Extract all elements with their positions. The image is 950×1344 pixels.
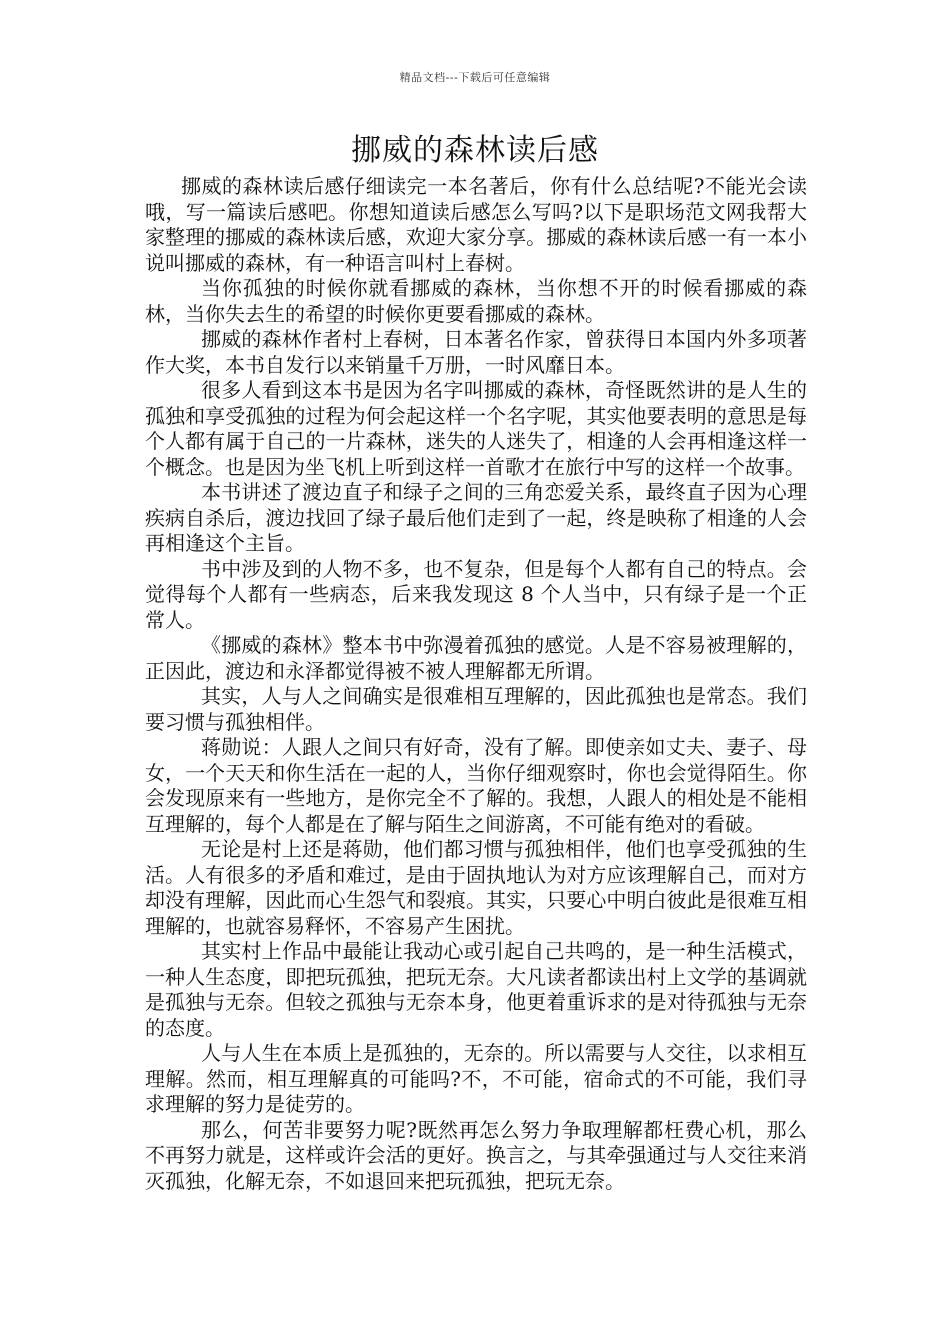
paragraph: 那么，何苦非要努力呢?既然再怎么努力争取理解都枉费心机，那么不再努力就是，这样或许会活的更好。换言之，与其牵强通过与人交往来消灭孤独，化解无奈，不如退回来把玩孤独，把玩无奈。 (145, 1117, 807, 1193)
paragraph: 其实村上作品中最能让我动心或引起自己共鸣的，是一种生活模式，一种人生态度，即把玩孤独，把玩无奈。大凡读者都读出村上文学的基调就是孤独与无奈。但较之孤独与无奈本身，他更着重诉求的是对待孤独与无奈的态度。 (145, 939, 807, 1040)
document-title: 挪威的森林读后感 (351, 133, 599, 168)
page-header: 精品文档---下载后可任意编辑 (399, 71, 551, 84)
paragraph: 无论是村上还是蒋勋，他们都习惯与孤独相伴，他们也享受孤独的生活。人有很多的矛盾和难过，是由于固执地认为对方应该理解自己，而对方却没有理解，因此而心生怨气和裂痕。其实，只要心中明白彼此是很难互相理解的，也就容易释怀，不容易产生困扰。 (145, 837, 807, 938)
paragraph: 人与人生在本质上是孤独的，无奈的。所以需要与人交往，以求相互理解。然而，相互理解真的可能吗?不，不可能，宿命式的不可能，我们寻求理解的努力是徒劳的。 (145, 1041, 807, 1116)
paragraph: 本书讲述了渡边直子和绿子之间的三角恋爱关系，最终直子因为心理疾病自杀后，渡边找回了绿子最后他们走到了一起，终是映称了相逢的人会再相逢这个主旨。 (145, 480, 807, 555)
document-body (145, 174, 807, 1194)
paragraph: 其实，人与人之间确实是很难相互理解的，因此孤独也是常态。我们要习惯与孤独相伴。 (145, 684, 807, 734)
paragraph: 《挪威的森林》整本书中弥漫着孤独的感觉。人是不容易被理解的，正因此，渡边和永泽都觉得被不被人理解都无所谓。 (145, 633, 807, 683)
paragraph: 书中涉及到的人物不多，也不复杂，但是每个人都有自己的特点。会觉得每个人都有一些病态，后来我发现这 8 个人当中，只有绿子是一个正常人。 (145, 556, 807, 632)
paragraph: 当你孤独的时候你就看挪威的森林，当你想不开的时候看挪威的森林，当你失去生的希望的时候你更要看挪威的森林。 (145, 276, 807, 326)
paragraph: 挪威的森林读后感仔细读完一本名著后，你有什么总结呢?不能光会读哦，写一篇读后感吧。你想知道读后感怎么写吗?以下是职场范文网我帮大家整理的挪威的森林读后感，欢迎大家分享。挪威的森林读后感一有一本小说叫挪威的森林，有一种语言叫村上春树。 (145, 174, 807, 275)
paragraph: 很多人看到这本书是因为名字叫挪威的森林，奇怪既然讲的是人生的孤独和享受孤独的过程为何会起这样一个名字呢，其实他要表明的意思是每个人都有属于自己的一片森林，迷失的人迷失了，相逢的人会再相逢这样一个概念。也是因为坐飞机上听到这样一首歌才在旅行中写的这样一个故事。 (145, 378, 807, 479)
paragraph: 蒋勋说：人跟人之间只有好奇，没有了解。即使亲如丈夫、妻子、母女，一个天天和你生活在一起的人，当你仔细观察时，你也会觉得陌生。你会发现原来有一些地方，是你完全不了解的。我想，人跟人的相处是不能相互理解的，每个人都是在了解与陌生之间游离，不可能有绝对的看破。 (145, 735, 807, 836)
paragraph: 挪威的森林作者村上春树，日本著名作家，曾获得日本国内外多项著作大奖，本书自发行以来销量千万册，一时风靡日本。 (145, 327, 807, 377)
